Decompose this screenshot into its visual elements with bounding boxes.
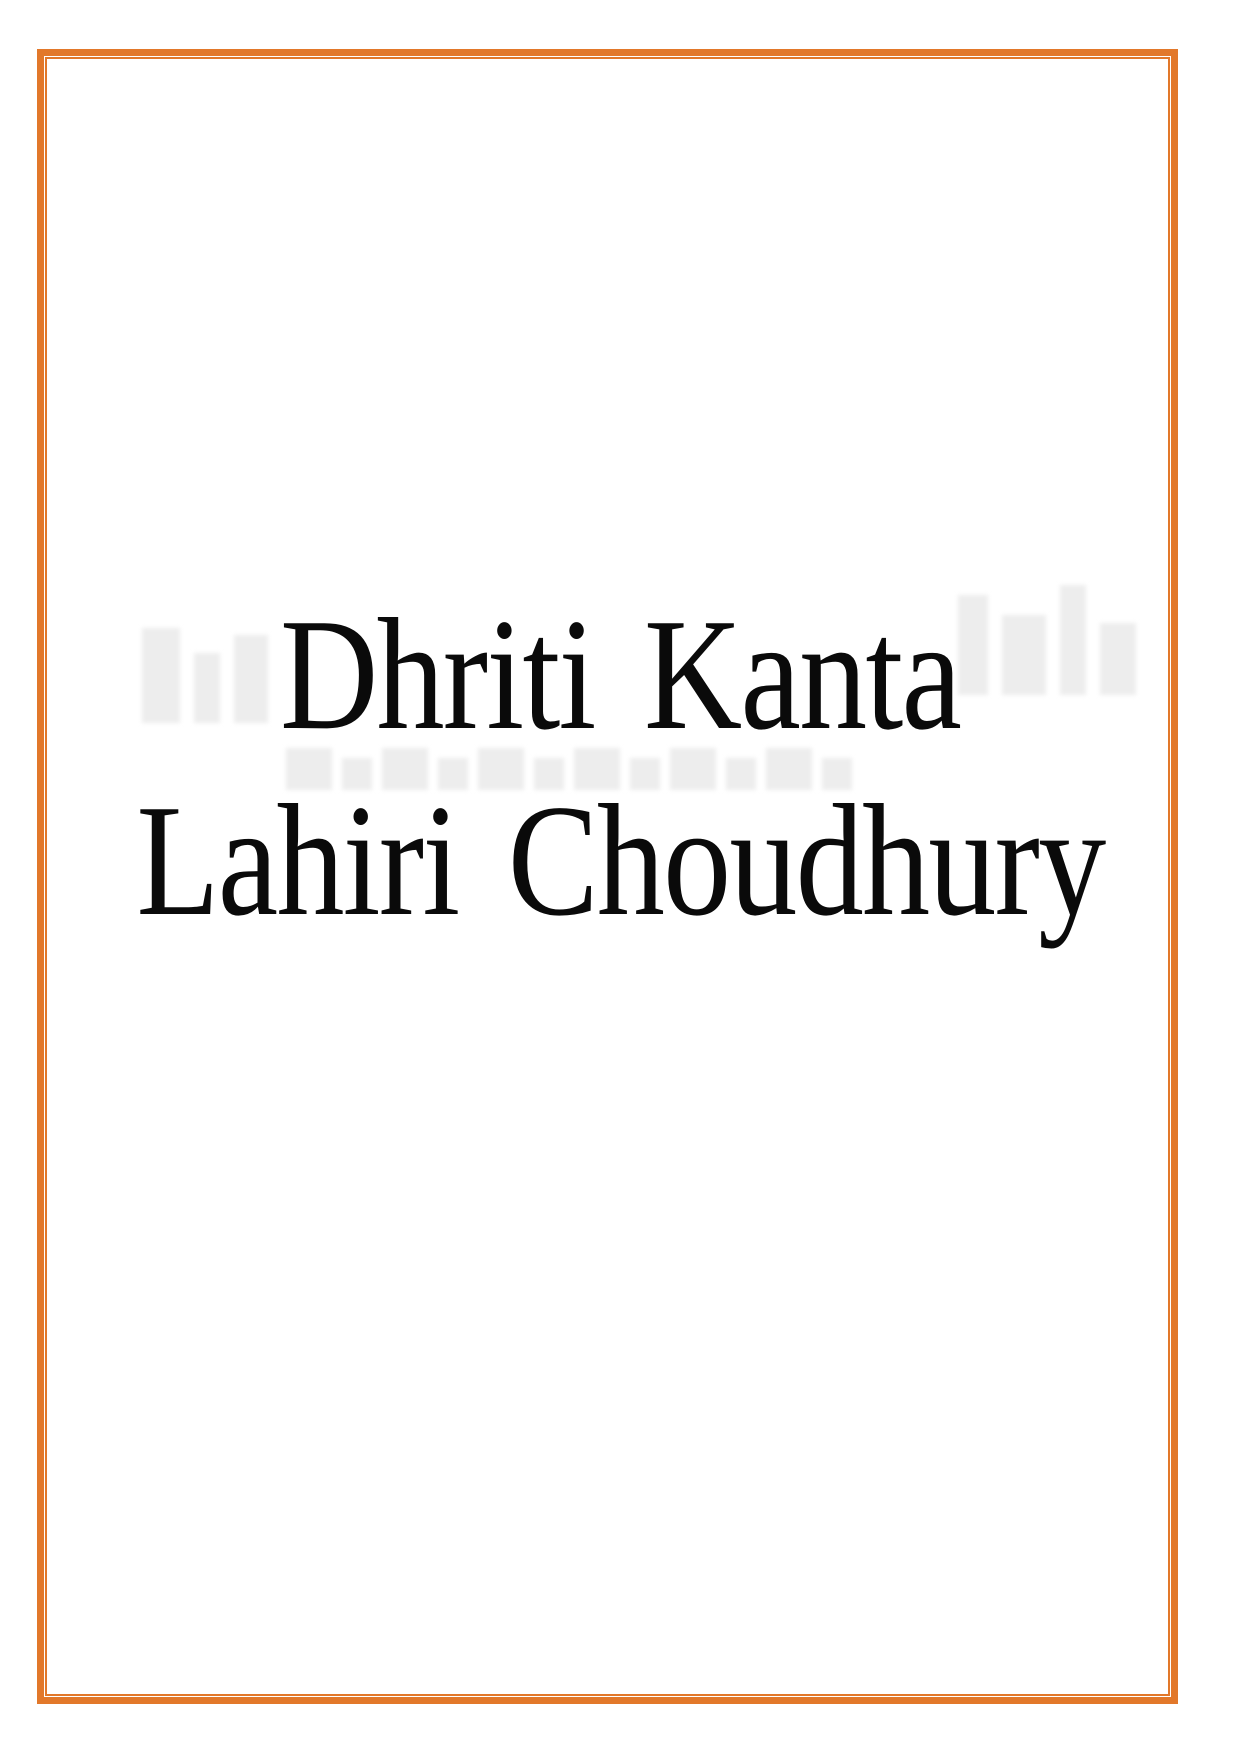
author-name-line2-wrap bbox=[0, 767, 1241, 953]
author-name-line2: Lahiri Choudhury bbox=[136, 771, 1105, 949]
author-name-line1: Dhriti Kanta bbox=[280, 585, 961, 763]
author-name-line1-wrap bbox=[0, 581, 1241, 767]
author-name-title bbox=[0, 581, 1241, 953]
